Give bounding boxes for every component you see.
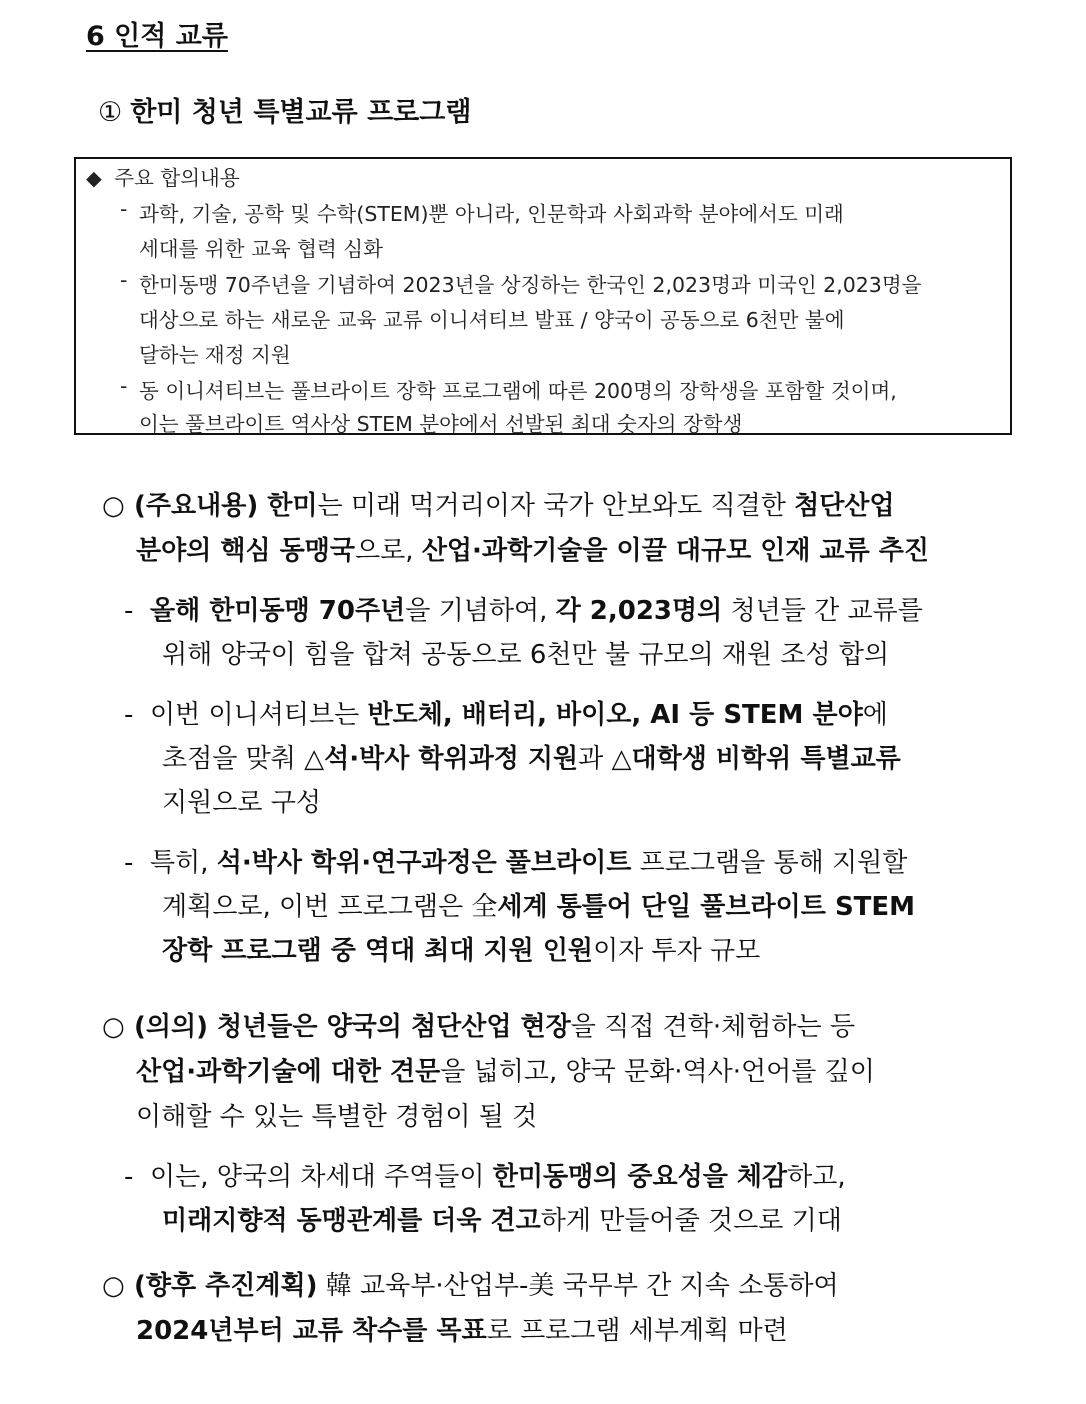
box-item-dash: -	[120, 197, 128, 221]
text: 는 미래 먹거리이자 국가 안보와도 직결한	[317, 491, 795, 521]
box-heading	[86, 161, 240, 191]
box-item-line: 한미동맹 70주년을 기념하여 2023년을 상징하는 한국인 2,023명과 미국인 2,023명을	[139, 273, 922, 297]
subsection-title	[98, 90, 471, 129]
box-heading-text: 주요 합의내용	[114, 166, 240, 190]
text: 이자 투자 규모	[593, 936, 761, 966]
text-bold: 올해 한미동맹 70주년	[150, 596, 406, 626]
box-item-line: 대상으로 하는 새로운 교육 교류 이니셔티브 발표 / 양국이 공동으로 6천만 불에	[139, 308, 845, 332]
text: 프로그램을 통해 지원할	[631, 848, 908, 878]
sub-item-stem-focus	[124, 694, 888, 731]
circle-bullet-icon: ○	[102, 491, 125, 521]
text: 韓 교육부·산업부-美 국무부 간 지속 소통하여	[317, 1271, 839, 1301]
paragraph-line	[136, 530, 929, 567]
box-item-line: 과학, 기술, 공학 및 수학(STEM)뿐 아니라, 인문학과 사회과학 분야에서도 미래	[139, 202, 844, 226]
text: 로 프로그램 세부계획 마련	[486, 1316, 788, 1346]
text-bold: 한미동맹의 중요성을 체감	[492, 1162, 788, 1192]
text: 초점을 맞춰 △	[162, 744, 325, 774]
text-bold: 반도체, 배터리, 바이오, AI 등 STEM 분야	[367, 700, 863, 730]
text: 하게 만들어줄 것으로 기대	[540, 1206, 842, 1236]
text-bold: (주요내용) 한미	[134, 491, 318, 521]
box-item-line: 세대를 위한 교육 협력 심화	[139, 237, 383, 261]
sub-item-line: 위해 양국이 힘을 합쳐 공동으로 6천만 불 규모의 재원 조성 합의	[162, 640, 890, 670]
text-bold: 석·박사 학위과정 지원	[324, 744, 579, 774]
text-bold: 분야의 핵심 동맹국	[136, 536, 356, 566]
text-bold: 2024년부터 교류 착수를 목표	[136, 1316, 487, 1346]
subsection-title-text: 한미 청년 특별교류 프로그램	[130, 97, 472, 128]
paragraph-main-content	[102, 485, 895, 522]
text-bold: 첨단산업	[794, 491, 895, 521]
sub-item-line	[162, 738, 901, 775]
paragraph-future-plan	[102, 1265, 839, 1302]
dash-bullet: -	[124, 700, 134, 730]
text: 을 넓히고, 양국 문화·역사·언어를 깊이	[440, 1057, 875, 1087]
text-bold: 세계 통틀어 단일 풀브라이트 STEM	[497, 892, 916, 922]
text-bold: 장학 프로그램 중 역대 최대 지원 인원	[162, 936, 594, 966]
text-bold: 미래지향적 동맹관계를 더욱 견고	[162, 1206, 541, 1236]
section-title: 6 인적 교류	[86, 21, 228, 52]
box-item-dash: -	[120, 268, 128, 292]
text-bold: 각 2,023명의	[555, 596, 723, 626]
sub-item-70th	[124, 590, 923, 627]
text-bold: 석·박사 학위·연구과정은 풀브라이트	[216, 848, 632, 878]
text: 이는, 양국의 차세대 주역들이	[150, 1162, 493, 1192]
agreement-box	[74, 157, 1012, 435]
paragraph-line	[136, 1051, 875, 1088]
box-item-dash: -	[120, 374, 128, 398]
text-bold: 산업·과학기술을 이끌 대규모 인재 교류 추진	[421, 536, 930, 566]
box-item-line: 동 이니셔티브는 풀브라이트 장학 프로그램에 따른 200명의 장학생을 포함할 것이며,	[139, 379, 897, 403]
diamond-icon: ◆	[86, 166, 102, 190]
paragraph-line	[136, 1310, 788, 1347]
text: 을 직접 견학·체험하는 등	[570, 1012, 855, 1042]
circle-bullet-icon: ○	[102, 1271, 125, 1301]
text-bold: (의의) 청년들은 양국의 첨단산업 현장	[134, 1012, 571, 1042]
box-item-line: 이는 풀브라이트 역사상 STEM 분야에서 선발된 최대 숫자의 장학생	[139, 412, 743, 436]
text-bold: (향후 추진계획)	[134, 1271, 318, 1301]
sub-item-line	[162, 930, 760, 967]
sub-item-line: 지원으로 구성	[162, 788, 321, 818]
dash-bullet: -	[124, 848, 134, 878]
text: 에	[862, 700, 888, 730]
subsection-number: ①	[98, 97, 123, 128]
text: 이번 이니셔티브는	[150, 700, 368, 730]
text: 과 △	[578, 744, 632, 774]
text-bold: 대학생 비학위 특별교류	[631, 744, 901, 774]
text: 을 기념하여,	[405, 596, 556, 626]
sub-item-line	[162, 1200, 842, 1237]
sub-item-fulbright	[124, 842, 907, 879]
dash-bullet: -	[124, 1162, 134, 1192]
sub-item-line	[162, 886, 915, 923]
circle-bullet-icon: ○	[102, 1012, 125, 1042]
paragraph-line: 이해할 수 있는 특별한 경험이 될 것	[136, 1102, 538, 1132]
text: 청년들 간 교류를	[722, 596, 923, 626]
text: 계획으로, 이번 프로그램은 全	[162, 892, 498, 922]
text: 으로,	[355, 536, 422, 566]
text: 하고,	[787, 1162, 846, 1192]
sub-item-next-generation	[124, 1156, 846, 1193]
paragraph-significance	[102, 1006, 855, 1043]
dash-bullet: -	[124, 596, 134, 626]
text: 특히,	[150, 848, 217, 878]
box-item-line: 달하는 재정 지원	[139, 343, 291, 367]
text-bold: 산업·과학기술에 대한 견문	[136, 1057, 441, 1087]
